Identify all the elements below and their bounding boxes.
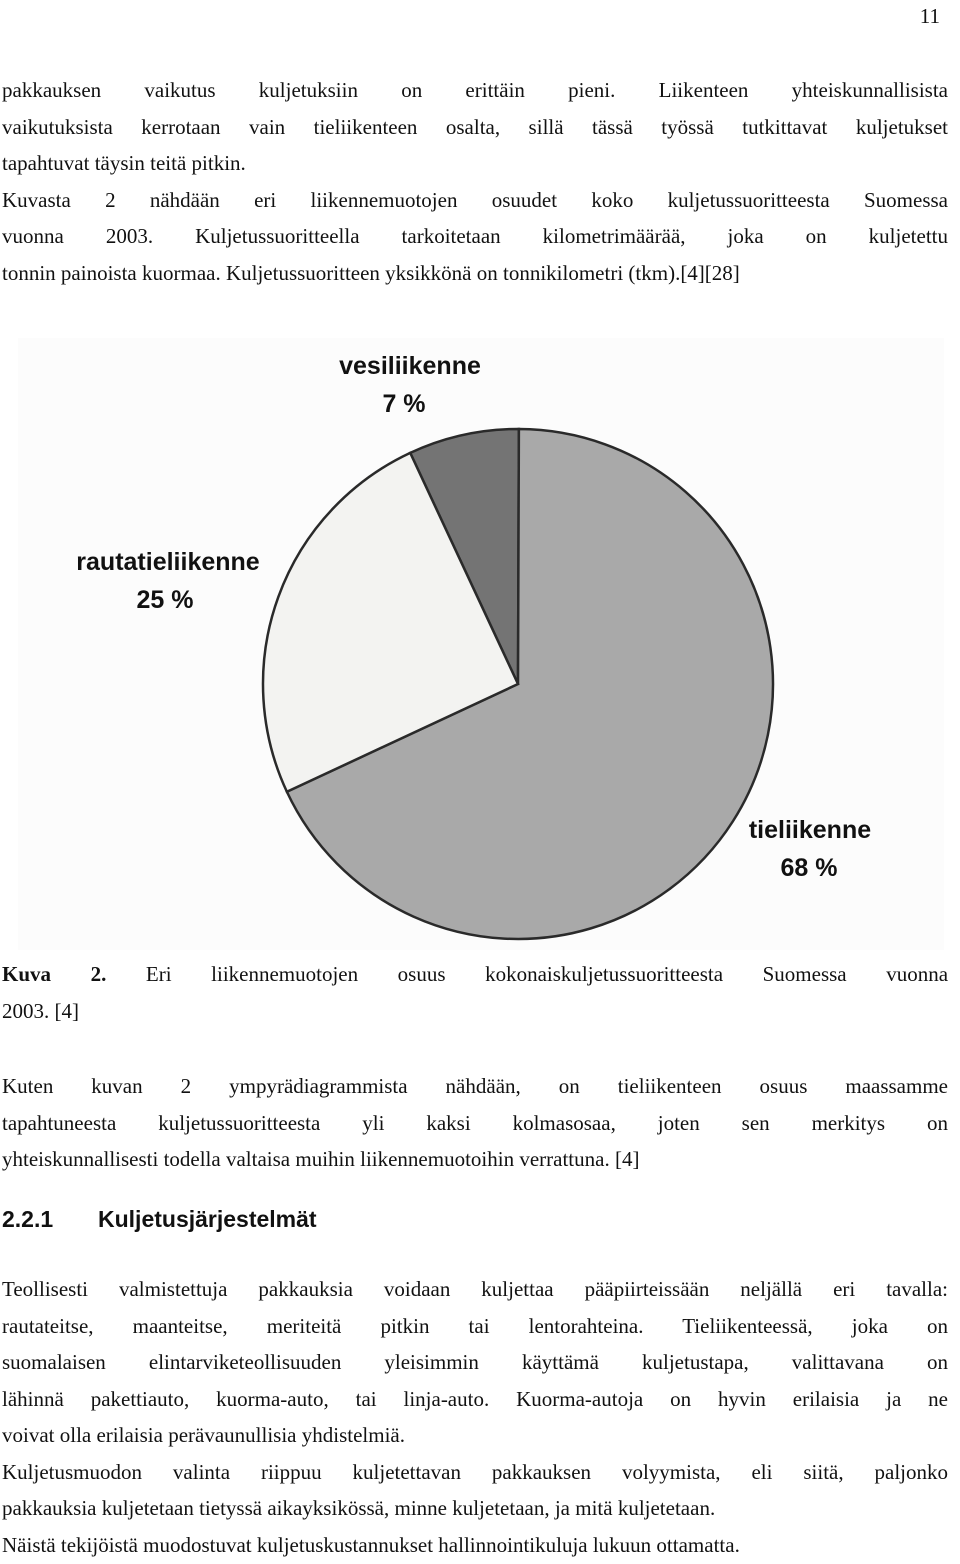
vesiliikenne-value-label: 7 % <box>382 390 426 418</box>
tieliikenne-value-label: 68 % <box>780 854 838 882</box>
section-number: 2.2.1 <box>2 1206 54 1232</box>
caption-line <box>2 956 948 993</box>
page-number: 11 <box>919 4 940 28</box>
text-line: tonnin painoista kuormaa. Kuljetussuoritteen yksikkönä on tonnikilometri (tkm).[4][28] <box>2 260 740 285</box>
text-line: Kuvasta 2 nähdään eri liikennemuotojen osuudet koko kuljetussuoritteesta Suomessa <box>2 187 948 212</box>
section-title: Kuljetusjärjestelmät <box>98 1206 317 1232</box>
text-line: Näistä tekijöistä muodostuvat kuljetuskustannukset hallinnointikuluja lukuun ottamatta. <box>2 1532 740 1557</box>
caption-line: 2003. [4] <box>2 998 79 1023</box>
section-heading <box>2 1206 317 1233</box>
text-line: pakkauksia kuljetetaan tietyssä aikayksikössä, minne kuljetetaan, ja mitä kuljetetaan. <box>2 1496 716 1520</box>
tieliikenne-name-label: tieliikenne <box>748 816 872 844</box>
body-paragraph <box>2 1271 948 1563</box>
text-line: Teollisesti valmistettuja pakkauksia voidaan kuljettaa pääpiirteissään neljällä eri tavalla: <box>2 1277 948 1301</box>
pie-chart <box>18 338 944 950</box>
intro-paragraph <box>2 72 948 291</box>
text-line: pakkauksen vaikutus kuljetuksiin on erittäin pieni. Liikenteen yhteiskunnallisista <box>2 78 948 102</box>
figure-caption <box>2 956 948 1029</box>
vesiliikenne-name-label: vesiliikenne <box>339 352 481 380</box>
caption-label: Kuva 2. <box>2 962 107 986</box>
text-line: tapahtuvat täysin teitä pitkin. <box>2 151 246 175</box>
text-line: vaikutuksista kerrotaan vain tieliikenteen osalta, sillä tässä työssä tutkittavat kuljetukset <box>2 114 948 139</box>
text-line: lähinnä pakettiauto, kuorma-auto, tai linja-auto. Kuorma-autoja on hyvin erilaisia ja ne <box>2 1386 948 1411</box>
text-line: suomalaisen elintarviketeollisuuden yleisimmin käyttämä kuljetustapa, valittavana on <box>2 1350 948 1374</box>
text-line: yhteiskunnallisesti todella valtaisa muihin liikennemuotoihin verrattuna. [4] <box>2 1147 640 1171</box>
text-line: rautateitse, maanteitse, meriteitä pitkin tai lentorahteina. Tieliikenteessä, joka on <box>2 1313 948 1338</box>
text-line: tapahtuneesta kuljetussuoritteesta yli kaksi kolmasosaa, joten sen merkitys on <box>2 1110 948 1135</box>
analysis-paragraph <box>2 1068 948 1178</box>
text-line: vuonna 2003. Kuljetussuoritteella tarkoitetaan kilometrimäärää, joka on kuljetettu <box>2 224 948 248</box>
rautatieliikenne-value-label: 25 % <box>136 586 194 614</box>
text-line: Kuljetusmuodon valinta riippuu kuljetettavan pakkauksen volyymista, eli siitä, paljonko <box>2 1459 948 1484</box>
rautatieliikenne-name-label: rautatieliikenne <box>76 548 260 576</box>
caption-text: Eri liikennemuotojen osuus kokonaiskuljetussuoritteesta Suomessa vuonna <box>145 962 949 986</box>
text-line: Kuten kuvan 2 ympyrädiagrammista nähdään, on tieliikenteen osuus maassamme <box>2 1074 948 1098</box>
text-line: voivat olla erilaisia perävaunullisia yhdistelmiä. <box>2 1423 405 1447</box>
